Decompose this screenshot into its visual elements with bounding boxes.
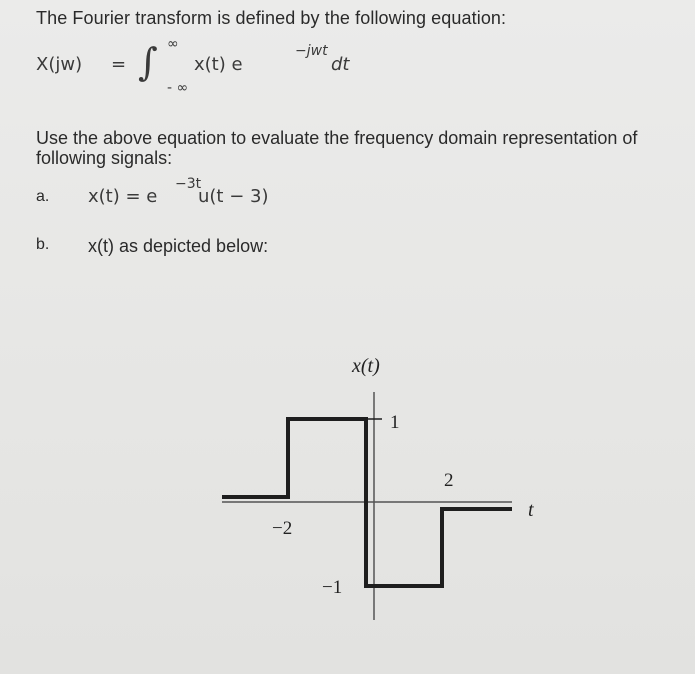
item-b-text: x(t) as depicted below: xyxy=(88,236,269,256)
item-a-base: x(t) = e xyxy=(88,186,158,207)
item-a-exponent: −3t xyxy=(175,176,202,192)
tick-label-pos-two: 2 xyxy=(444,470,454,491)
equation-differential: dt xyxy=(331,54,350,75)
equation-equals: = xyxy=(111,54,127,75)
instruction-text: Use the above equation to evaluate the frequency domain representation of following signals: xyxy=(36,128,638,168)
tick-label-neg-two: −2 xyxy=(272,518,293,539)
item-b-marker: b. xyxy=(36,236,50,253)
equation-integrand: x(t) e xyxy=(194,54,243,75)
tick-label-one: 1 xyxy=(390,412,400,433)
equation-exponent: −jwt xyxy=(295,43,328,59)
item-a-rest: u(t − 3) xyxy=(198,186,269,207)
heading-text: The Fourier transform is defined by the following equation: xyxy=(36,8,507,28)
item-a-marker: a. xyxy=(36,188,50,205)
equation-lhs: X(jw) xyxy=(36,54,83,75)
tick-label-neg-one: −1 xyxy=(322,577,343,598)
x-axis-label: t xyxy=(528,499,534,521)
integral-sign: ∫ xyxy=(138,40,158,84)
integral-upper-limit: ∞ xyxy=(167,36,179,52)
y-axis-label: x(t) xyxy=(352,355,380,377)
integral-lower-limit: - ∞ xyxy=(167,80,189,96)
